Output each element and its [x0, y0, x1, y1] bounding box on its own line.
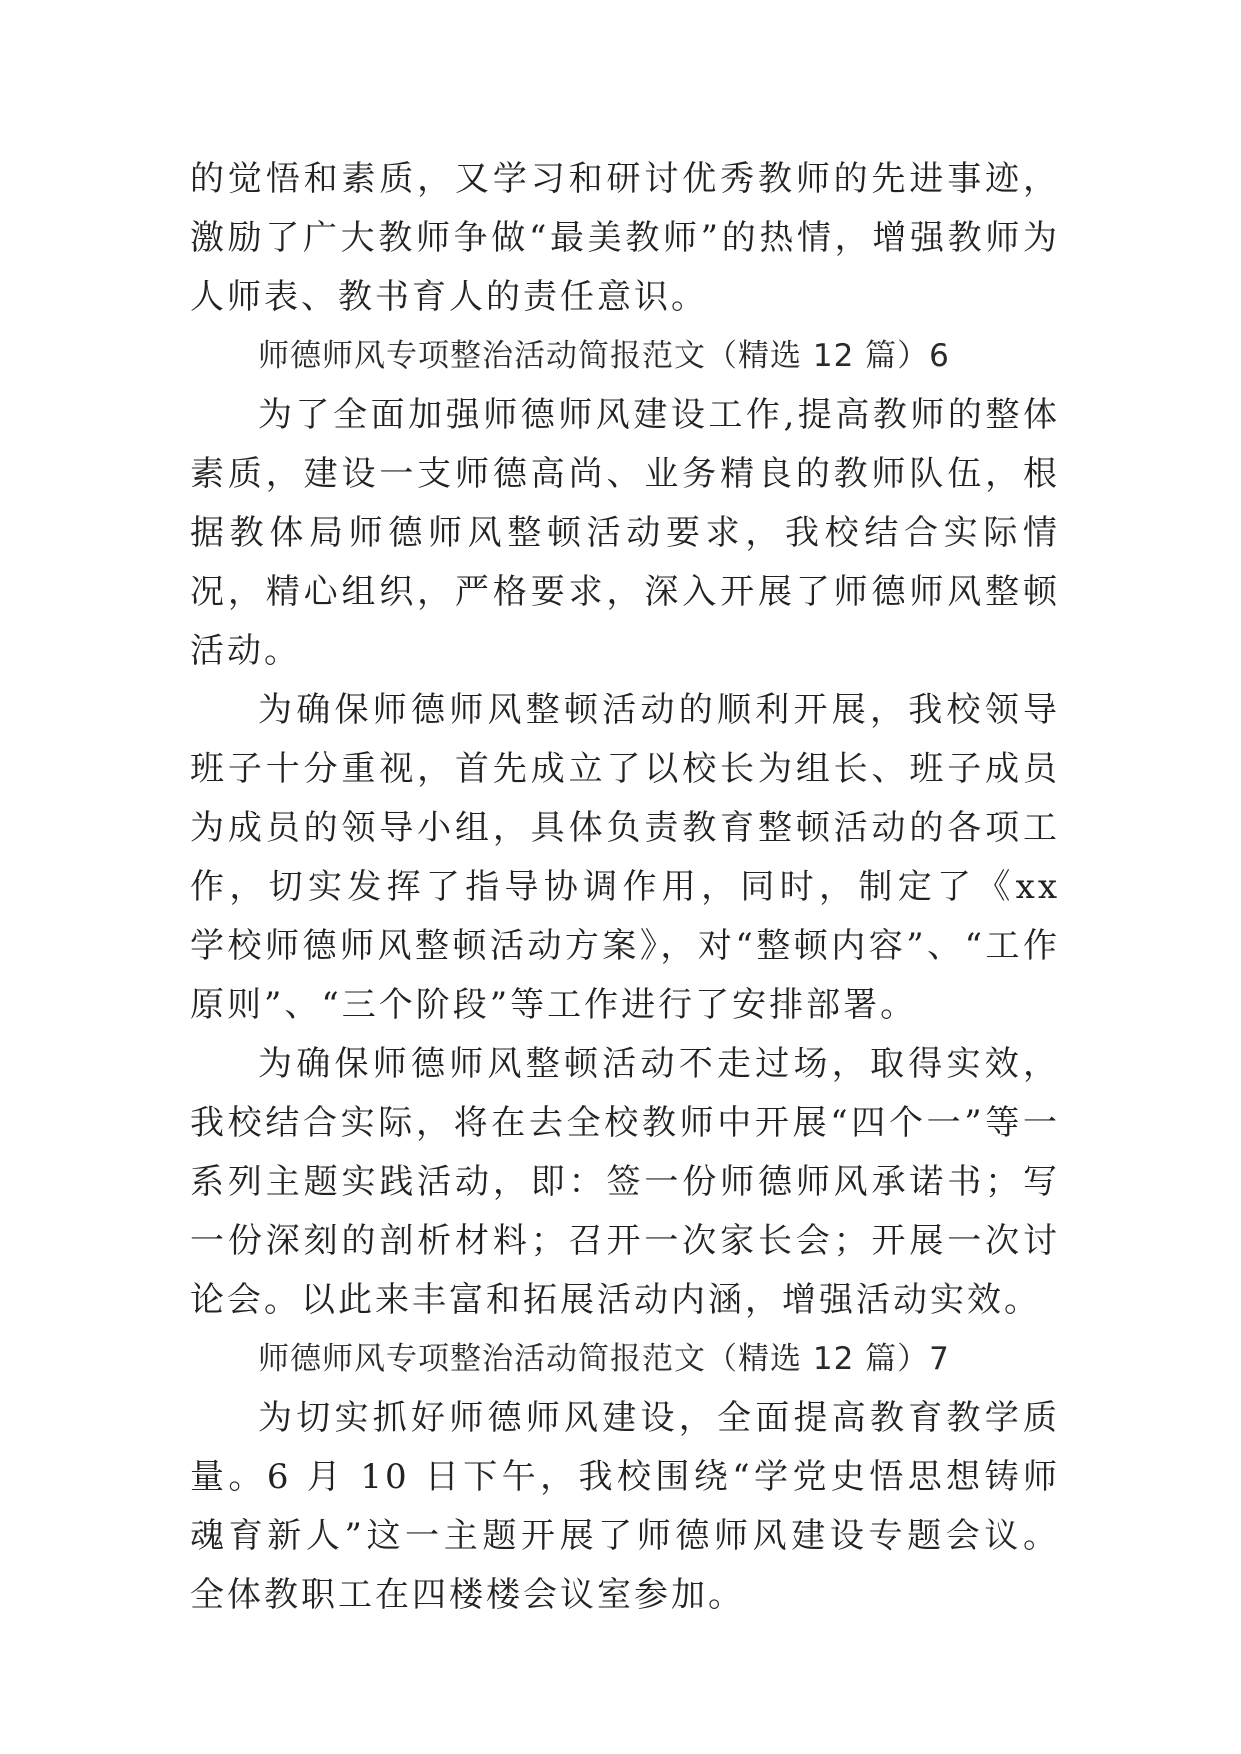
paragraph: 为了全面加强师德师风建设工作,提高教师的整体素质，建设一支师德高尚、业务精良的教师队伍，根据教体局师德师风整顿活动要求，我校结合实际情况，精心组织，严格要求，深入开展了师德师风整顿活动。	[190, 395, 1060, 671]
section-heading-7: 师德师风专项整治活动简报范文（精选 12 篇）7	[258, 1341, 950, 1377]
document-body	[190, 150, 1060, 1625]
paragraph: 为确保师德师风整顿活动不走过场，取得实效，我校结合实际，将在去全校教师中开展“四个一”等一系列主题实践活动，即：签一份师德师风承诺书；写一份深刻的剖析材料；召开一次家长会；开展一次讨论会。以此来丰富和拓展活动内涵，增强活动实效。	[190, 1044, 1060, 1320]
section-heading-6: 师德师风专项整治活动简报范文（精选 12 篇）6	[258, 338, 950, 374]
paragraph-continuation: 的觉悟和素质，又学习和研讨优秀教师的先进事迹，激励了广大教师争做“最美教师”的热情，增强教师为人师表、教书育人的责任意识。	[190, 159, 1060, 317]
paragraph: 为确保师德师风整顿活动的顺利开展，我校领导班子十分重视，首先成立了以校长为组长、班子成员为成员的领导小组，具体负责教育整顿活动的各项工作，切实发挥了指导协调作用，同时，制定了《xx 学校师德师风整顿活动方案》，对“整顿内容”、“工作原则”、“三个阶段”等工作进行了安排部署。	[190, 690, 1060, 1025]
paragraph: 为切实抓好师德师风建设，全面提高教育教学质量。6 月 10 日下午，我校围绕“学党史悟思想铸师魂育新人”这一主题开展了师德师风建设专题会议。全体教职工在四楼楼会议室参加。	[190, 1398, 1060, 1615]
